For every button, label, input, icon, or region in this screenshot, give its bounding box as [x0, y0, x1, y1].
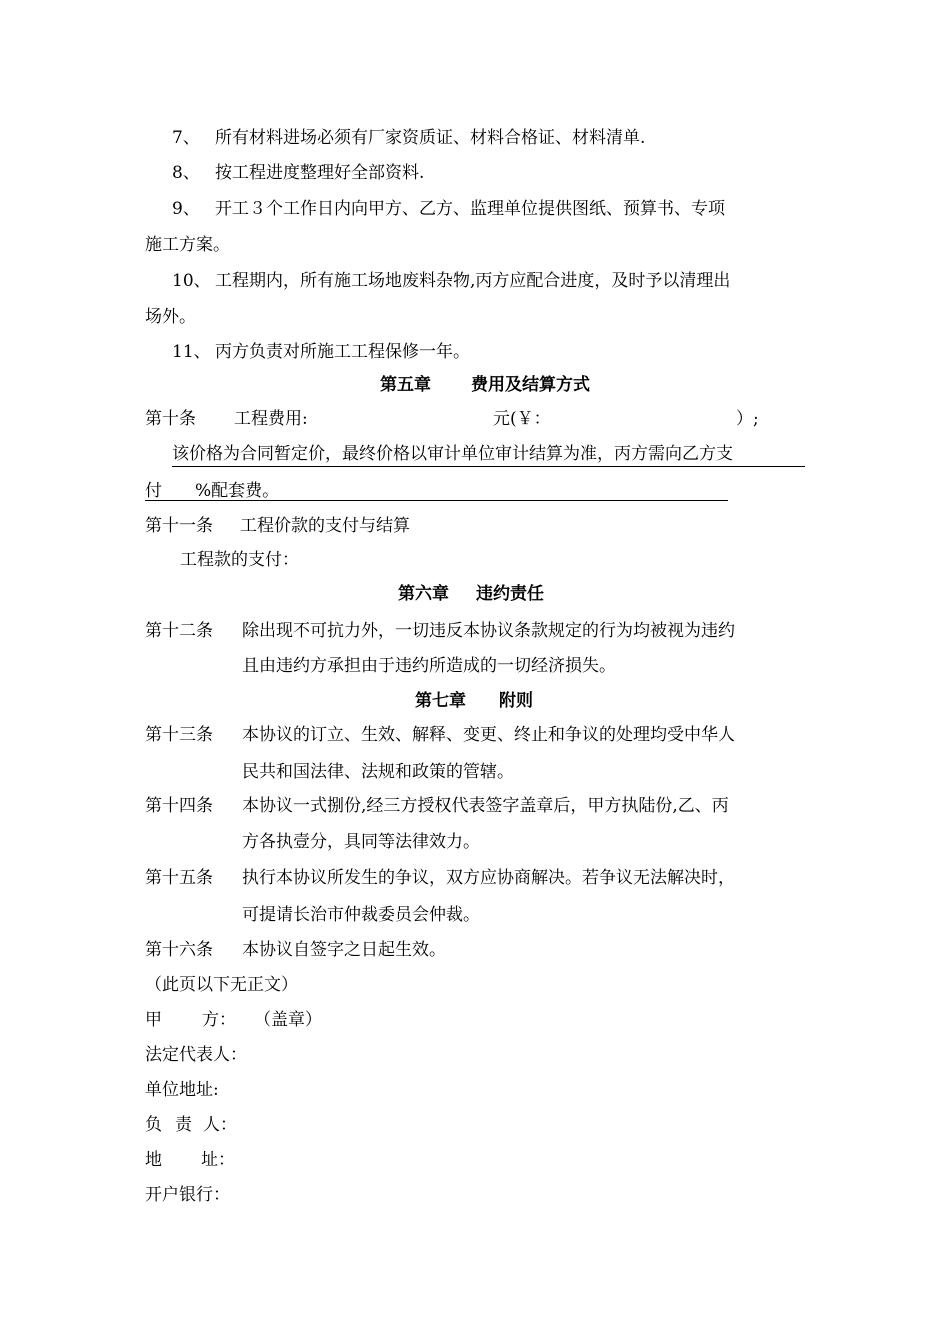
unit-address-label: 单位地址:: [145, 1080, 219, 1100]
responsible-label: 人：: [203, 1115, 237, 1135]
article-text: 可提请长治市仲裁委员会仲裁。: [242, 905, 480, 925]
close-paren: ）;: [736, 409, 759, 429]
article-text: 本协议一式捌份,经三方授权代表签字盖章后，甲方执陆份,乙、丙: [242, 796, 729, 816]
chapter-number: 第七章: [415, 691, 466, 711]
article-text: 且由违约方承担由于违约所造成的一切经济损失。: [242, 656, 616, 676]
chapter-number: 第五章: [380, 375, 431, 395]
item-number: 8、: [172, 163, 200, 183]
price-note-line1: 该价格为合同暂定价，最终价格以审计单位审计结算为准，丙方需向乙方支: [172, 444, 733, 464]
party-a-label: 方：: [202, 1010, 236, 1030]
article-heading: 第十四条: [145, 796, 213, 816]
responsible-label: 负: [145, 1115, 162, 1135]
article-text: 方各执壹分，具同等法律效力。: [242, 832, 480, 852]
item-number: 11、: [172, 342, 211, 362]
item-text: 所有材料进场必须有厂家资质证、材料合格证、材料清单.: [215, 128, 646, 148]
chapter-title: 费用及结算方式: [471, 375, 590, 395]
article-text: 本协议的订立、生效、解释、变更、终止和争议的处理均受中华人: [242, 725, 735, 745]
cost-label: 工程费用:: [234, 409, 308, 429]
article-heading: 第十一条: [145, 516, 213, 536]
price-note-fee: %配套费。: [195, 481, 280, 501]
yuan-label: 元(￥：: [493, 409, 551, 429]
article-subtext: 工程款的支付：: [180, 550, 299, 570]
item-text: 工程期内，所有施工场地废料杂物,丙方应配合进度，及时予以清理出: [215, 271, 731, 291]
item-number: 10、: [172, 271, 211, 291]
article-heading: 第十条: [145, 409, 196, 429]
seal-label: （盖章）: [254, 1010, 322, 1030]
item-text: 丙方负责对所施工工程保修一年。: [215, 342, 470, 362]
item-number: 9、: [172, 199, 200, 219]
item-continuation: 施工方案。: [145, 235, 230, 255]
article-heading: 第十五条: [145, 868, 213, 888]
chapter-title: 违约责任: [476, 584, 544, 604]
party-a-label: 甲: [145, 1010, 162, 1030]
article-text: 民共和国法律、法规和政策的管辖。: [242, 762, 514, 782]
address-label: 地: [145, 1150, 162, 1170]
item-text: 开工３个工作日内向甲方、乙方、监理单位提供图纸、预算书、专项: [215, 199, 725, 219]
chapter-number: 第六章: [398, 584, 449, 604]
item-number: 7、: [172, 128, 200, 148]
article-heading: 第十二条: [145, 621, 213, 641]
article-heading: 第十三条: [145, 725, 213, 745]
responsible-label: 责: [175, 1115, 192, 1135]
article-text: 本协议自签字之日起生效。: [242, 940, 446, 960]
underline: [145, 500, 728, 501]
price-note-pay: 付: [145, 481, 162, 501]
underline: [172, 466, 805, 467]
bank-label: 开户银行：: [145, 1185, 230, 1205]
article-text: 工程价款的支付与结算: [240, 516, 410, 536]
no-text-note: （此页以下无正文）: [145, 975, 298, 995]
address-label: 址：: [201, 1150, 235, 1170]
article-text: 除出现不可抗力外，一切违反本协议条款规定的行为均被视为违约: [242, 621, 735, 641]
chapter-title: 附则: [499, 691, 533, 711]
item-continuation: 场外。: [145, 307, 196, 327]
article-text: 执行本协议所发生的争议，双方应协商解决。若争议无法解决时，: [242, 868, 735, 888]
article-heading: 第十六条: [145, 940, 213, 960]
legal-rep-label: 法定代表人：: [145, 1045, 247, 1065]
item-text: 按工程进度整理好全部资料.: [215, 163, 425, 183]
